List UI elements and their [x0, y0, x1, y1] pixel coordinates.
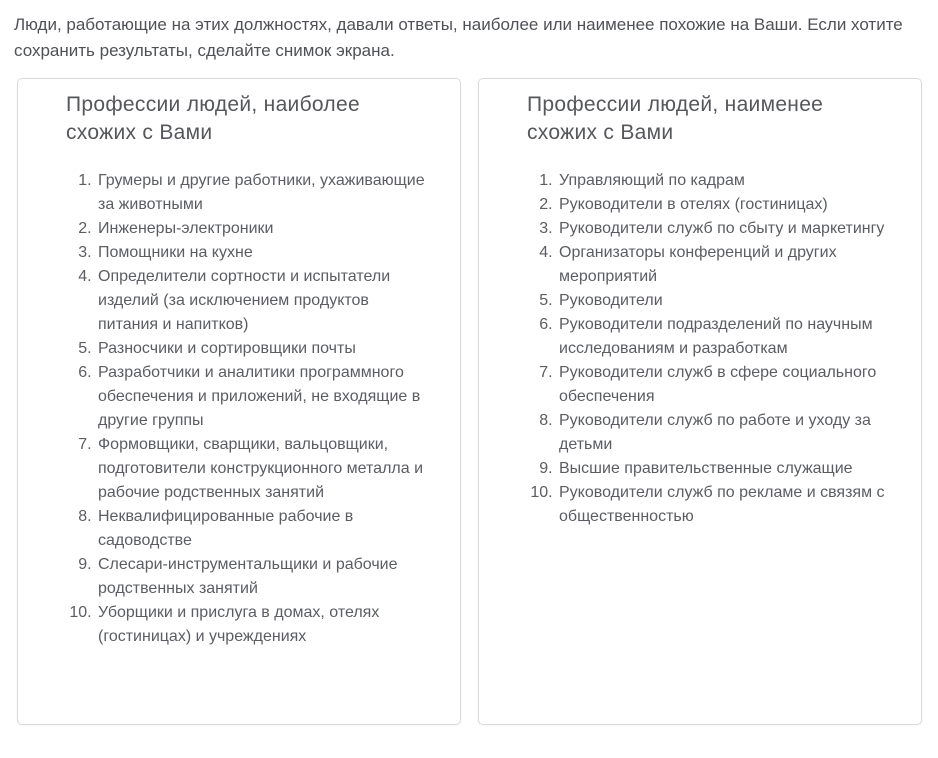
- occupation-item: 10. Руководители служб по рекламе и связям с общественностью: [557, 481, 893, 529]
- panel-title-least-similar: Профессии людей, наименее схожих с Вами: [527, 93, 824, 144]
- occupation-item: 1. Управляющий по кадрам: [557, 169, 893, 193]
- occupation-item: 6. Руководители подразделений по научным исследованиям и разработкам: [557, 313, 893, 361]
- occupation-item: 2. Руководители в отелях (гостиницах): [557, 193, 893, 217]
- intro-text: Люди, работающие на этих должностях, давали ответы, наиболее или наименее похожие на Ваши. Если хотите сохранить результаты, сделайте снимок экрана.: [14, 15, 903, 60]
- occupation-item: 8. Руководители служб по работе и уходу за детьми: [557, 409, 893, 457]
- occupation-list-most-similar: [66, 169, 432, 649]
- occupation-list-least-similar: [527, 169, 893, 529]
- occupation-item: 3. Руководители служб по сбыту и маркетингу: [557, 217, 893, 241]
- occupation-item: 5. Разносчики и сортировщики почты: [96, 337, 432, 361]
- occupation-item: 3. Помощники на кухне: [96, 241, 432, 265]
- occupation-item: 4. Организаторы конференций и других мероприятий: [557, 241, 893, 289]
- occupation-item: 8. Неквалифицированные рабочие в садоводстве: [96, 505, 432, 553]
- panel-most-similar: [17, 78, 461, 725]
- occupation-item: 2. Инженеры-электроники: [96, 217, 432, 241]
- occupation-item: 6. Разработчики и аналитики программного обеспечения и приложений, не входящие в другие группы: [96, 361, 432, 433]
- panel-least-similar: [478, 78, 922, 725]
- occupation-item: 9. Высшие правительственные служащие: [557, 457, 893, 481]
- occupation-item: 4. Определители сортности и испытатели изделий (за исключением продуктов питания и напитков): [96, 265, 432, 337]
- occupation-item: 10. Уборщики и прислуга в домах, отелях (гостиницах) и учреждениях: [96, 601, 432, 649]
- occupation-item: 7. Руководители служб в сфере социального обеспечения: [557, 361, 893, 409]
- occupation-item: 9. Слесари-инструментальщики и рабочие родственных занятий: [96, 553, 432, 601]
- occupation-item: 5. Руководители: [557, 289, 893, 313]
- occupation-item: 1. Грумеры и другие работники, ухаживающие за животными: [96, 169, 432, 217]
- panel-title-most-similar: Профессии людей, наиболее схожих с Вами: [66, 93, 360, 144]
- occupation-item: 7. Формовщики, сварщики, вальцовщики, подготовители конструкционного металла и рабочие родственных занятий: [96, 433, 432, 505]
- panels-row: [0, 78, 938, 725]
- results-page: [0, 12, 938, 758]
